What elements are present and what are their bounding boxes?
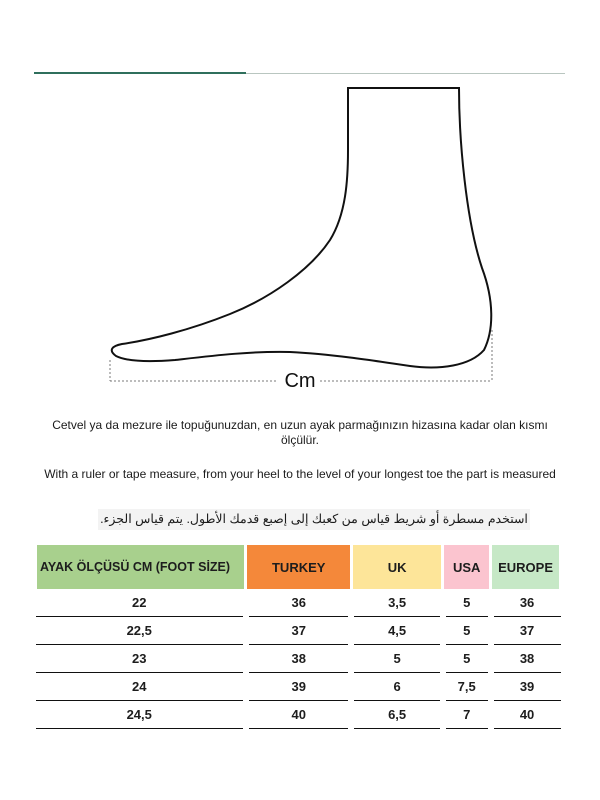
cell-turkey: 39 — [246, 673, 352, 701]
table-header-row — [36, 545, 561, 589]
cell-turkey: 38 — [246, 645, 352, 673]
cell-foot-size: 22 — [36, 589, 246, 617]
cell-uk: 6 — [351, 673, 442, 701]
header-usa: USA — [443, 545, 491, 589]
cell-usa: 5 — [443, 589, 491, 617]
cell-foot-size: 22,5 — [36, 617, 246, 645]
cell-uk: 5 — [351, 645, 442, 673]
cell-usa: 7 — [443, 701, 491, 729]
cell-europe: 36 — [491, 589, 561, 617]
table-row — [36, 701, 561, 729]
cell-foot-size: 23 — [36, 645, 246, 673]
cell-uk: 3,5 — [351, 589, 442, 617]
cell-usa: 5 — [443, 617, 491, 645]
cell-uk: 4,5 — [351, 617, 442, 645]
cell-foot-size: 24 — [36, 673, 246, 701]
header-uk: UK — [351, 545, 442, 589]
cell-europe: 37 — [491, 617, 561, 645]
header-europe: EUROPE — [491, 545, 561, 589]
cell-foot-size: 24,5 — [36, 701, 246, 729]
table-row — [36, 645, 561, 673]
cell-europe: 38 — [491, 645, 561, 673]
measure-unit-label: Cm — [284, 370, 316, 392]
header-turkey: TURKEY — [246, 545, 352, 589]
instruction-english: With a ruler or tape measure, from your heel to the level of your longest toe the part is measured — [44, 467, 556, 481]
table-row — [36, 589, 561, 617]
table-row — [36, 617, 561, 645]
instruction-turkish: Cetvel ya da mezure ile topuğunuzdan, en uzun ayak parmağınızın hizasına kadar olan kısmı ölçülür. — [52, 418, 548, 447]
cell-usa: 5 — [443, 645, 491, 673]
cell-europe: 40 — [491, 701, 561, 729]
cell-turkey: 37 — [246, 617, 352, 645]
foot-outline — [112, 88, 492, 367]
cell-usa: 7,5 — [443, 673, 491, 701]
header-foot-size: AYAK ÖLÇÜSÜ CM (FOOT SİZE) — [36, 545, 246, 589]
instruction-arabic: استخدم مسطرة أو شريط قياس من كعبك إلى إصبع قدمك الأطول. يتم قياس الجزء. — [98, 509, 530, 530]
size-chart-table — [34, 545, 562, 729]
cell-turkey: 40 — [246, 701, 352, 729]
cell-europe: 39 — [491, 673, 561, 701]
cell-uk: 6,5 — [351, 701, 442, 729]
cell-turkey: 36 — [246, 589, 352, 617]
table-row — [36, 673, 561, 701]
